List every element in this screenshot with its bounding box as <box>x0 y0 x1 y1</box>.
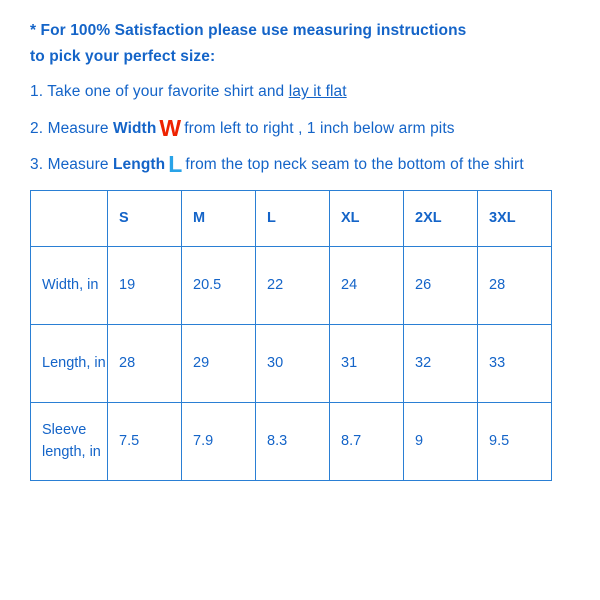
table-cell: 8.7 <box>330 402 404 480</box>
table-column-header: S <box>108 190 182 246</box>
table-cell: 19 <box>108 246 182 324</box>
table-cell: 9 <box>404 402 478 480</box>
step-1-number: 1. <box>30 83 44 101</box>
table-cell: 8.3 <box>256 402 330 480</box>
step-2-number: 2. <box>30 119 44 137</box>
table-column-header: L <box>256 190 330 246</box>
headline <box>30 18 574 69</box>
table-cell: 29 <box>182 324 256 402</box>
instruction-step-1 <box>30 79 574 105</box>
headline-line-1: * For 100% Satisfaction please use measuring instructions <box>30 22 467 39</box>
instruction-step-3 <box>30 152 574 178</box>
step-2-text-pre: Measure <box>47 119 113 137</box>
table-cell: 22 <box>256 246 330 324</box>
step-1-text: Take one of your favorite shirt and <box>47 83 289 101</box>
step-3-keyword: Length <box>112 156 166 174</box>
step-3-number: 3. <box>30 156 44 174</box>
size-table <box>30 190 552 481</box>
table-cell: 7.5 <box>108 402 182 480</box>
table-header-row <box>31 190 552 246</box>
table-column-header: 3XL <box>478 190 552 246</box>
step-1-underlined-text: lay it flat <box>288 83 347 101</box>
step-2-text-post: from left to right , 1 inch below arm pits <box>184 119 455 137</box>
instruction-step-2 <box>30 116 574 142</box>
step-3-text-post: from the top neck seam to the bottom of the shirt <box>185 156 524 174</box>
width-glyph-icon: W <box>159 114 182 141</box>
table-corner-cell <box>31 190 108 246</box>
table-cell: 33 <box>478 324 552 402</box>
table-row <box>31 402 552 480</box>
table-row <box>31 246 552 324</box>
table-cell: 9.5 <box>478 402 552 480</box>
step-2-keyword: Width <box>112 119 157 137</box>
table-cell: 32 <box>404 324 478 402</box>
table-cell: 28 <box>478 246 552 324</box>
table-row-label: Width, in <box>31 246 108 324</box>
table-column-header: XL <box>330 190 404 246</box>
table-cell: 20.5 <box>182 246 256 324</box>
step-3-text-pre: Measure <box>47 156 113 174</box>
table-cell: 30 <box>256 324 330 402</box>
headline-line-2: to pick your perfect size: <box>30 47 216 65</box>
table-cell: 31 <box>330 324 404 402</box>
table-cell: 28 <box>108 324 182 402</box>
table-column-header: M <box>182 190 256 246</box>
table-cell: 7.9 <box>182 402 256 480</box>
table-row-label: Sleeve length, in <box>31 402 108 480</box>
table-column-header: 2XL <box>404 190 478 246</box>
table-row-label: Length, in <box>31 324 108 402</box>
length-glyph-icon: L <box>168 151 183 178</box>
table-cell: 24 <box>330 246 404 324</box>
table-row <box>31 324 552 402</box>
table-cell: 26 <box>404 246 478 324</box>
